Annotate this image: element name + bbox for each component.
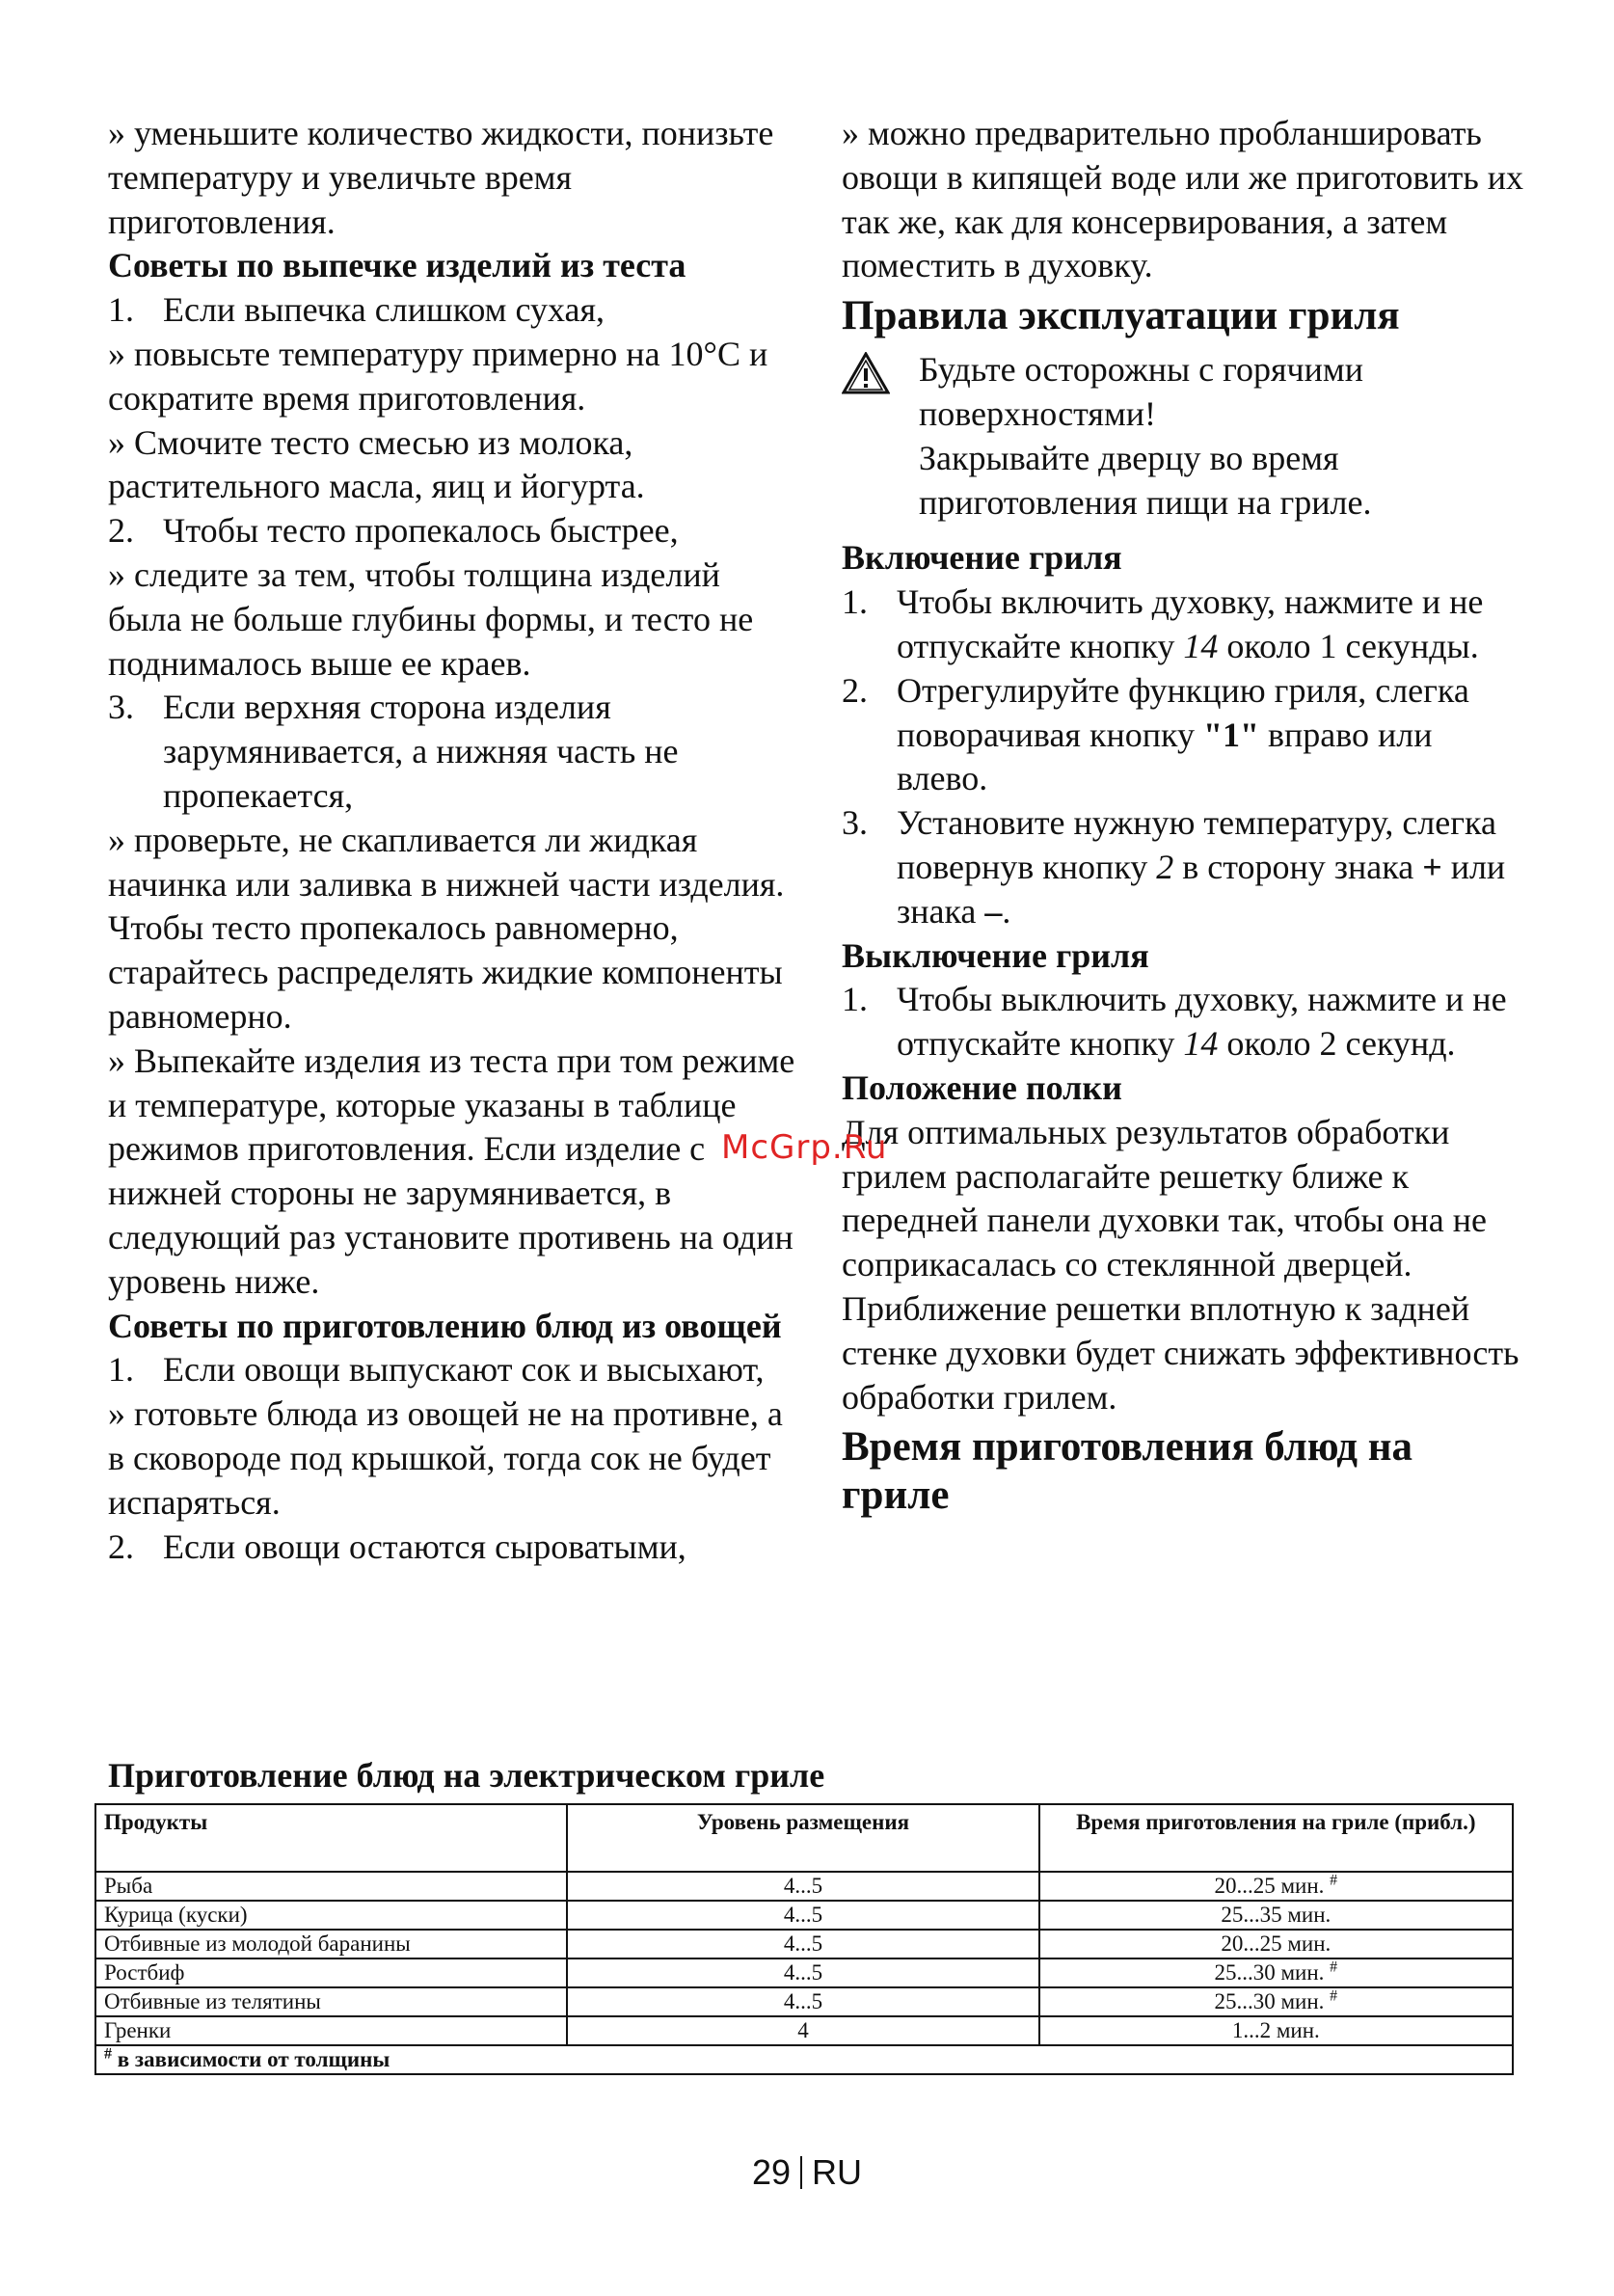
- table-footnote-row: [95, 2045, 1513, 2074]
- warning-icon: [842, 348, 919, 525]
- heading-grill-on: Включение гриля: [842, 538, 1122, 578]
- column-header: Время приготовления на гриле (прибл.): [1039, 1804, 1513, 1872]
- item-number: 1.: [108, 290, 134, 330]
- heading-grill-time: Время приготовления блюд на гриле: [842, 1424, 1412, 1519]
- language-code: RU: [812, 2152, 863, 2192]
- paragraph: » повысьте температуру примерно на 10°C и сократите время приготовления.: [108, 334, 768, 418]
- item-text: Если верхняя сторона изделия зарумянивается, а нижняя часть не пропекается,: [163, 688, 679, 815]
- grill-table: [94, 1803, 1514, 2075]
- item-text: Чтобы тесто пропекалось быстрее,: [163, 511, 679, 551]
- list-item: [842, 978, 1526, 1067]
- item-number: 1.: [108, 1350, 134, 1390]
- list-item: [842, 669, 1526, 801]
- item-number: 1.: [842, 980, 868, 1019]
- paragraph: » можно предварительно пробланшировать овощи в кипящей воде или же приготовить их так же, как для консервирования, а затем поместить в духовку.: [842, 114, 1524, 285]
- item-text: Если выпечка слишком сухая,: [163, 290, 605, 330]
- cell-time: 25...35 мин.: [1039, 1901, 1513, 1930]
- paragraph: » Выпекайте изделия из теста при том режиме и температуре, которые указаны в таблице режимов приготовления. Если изделие с нижней стороны не зарумянивается, в следующий раз установите противень на один уровень ниже.: [108, 1040, 795, 1301]
- paragraph: Для оптимальных результатов обработки грилем располагайте решетку ближе к передней панели духовки так, чтобы она не соприкасалась со стеклянной дверцей. Приближение решетки вплотную к задней стенке духовки будет снижать эффективность обработки грилем.: [842, 1112, 1520, 1417]
- table-footnote: # в зависимости от толщины: [95, 2045, 1513, 2074]
- cell-level: 4...5: [567, 1901, 1038, 1930]
- footer-divider: [800, 2156, 802, 2189]
- list-item: [108, 1348, 802, 1392]
- table-row: [95, 1958, 1513, 1987]
- heading-grill-off: Выключение гриля: [842, 935, 1149, 975]
- item-text: Установите нужную температуру, слегка повернув кнопку 2 в сторону знака + или знака –.: [897, 803, 1506, 931]
- cell-time: 25...30 мин. #: [1039, 1987, 1513, 2016]
- item-number: 2.: [842, 670, 868, 710]
- table-title: Приготовление блюд на электрическом гриле: [108, 1756, 825, 1795]
- page-footer: [0, 2152, 1614, 2193]
- cell-level: 4...5: [567, 1958, 1038, 1987]
- cell-product: Ростбиф: [95, 1958, 567, 1987]
- warning-text: Закрывайте дверцу во время приготовления пищи на гриле.: [919, 438, 1372, 522]
- table-row: [95, 1872, 1513, 1901]
- cell-level: 4...5: [567, 1987, 1038, 2016]
- cell-level: 4...5: [567, 1872, 1038, 1901]
- list-item: [108, 1526, 802, 1570]
- cell-product: Курица (куски): [95, 1901, 567, 1930]
- item-number: 3.: [108, 688, 134, 727]
- heading-shelf: Положение полки: [842, 1067, 1122, 1107]
- table-header-row: [95, 1804, 1513, 1872]
- cell-product: Отбивные из молодой баранины: [95, 1930, 567, 1958]
- cell-level: 4: [567, 2016, 1038, 2045]
- cell-time: 25...30 мин. #: [1039, 1958, 1513, 1987]
- item-text: Если овощи выпускают сок и высыхают,: [163, 1350, 765, 1390]
- cell-level: 4...5: [567, 1930, 1038, 1958]
- cell-product: Отбивные из телятины: [95, 1987, 567, 2016]
- table-row: [95, 1930, 1513, 1958]
- cell-time: 20...25 мин. #: [1039, 1872, 1513, 1901]
- paragraph: » Смочите тесто смесью из молока, растительного масла, яиц и йогурта.: [108, 422, 645, 506]
- list-item: [108, 686, 802, 818]
- list-item: [842, 801, 1526, 933]
- list-item: [108, 288, 802, 333]
- item-text: Чтобы включить духовку, нажмите и не отпускайте кнопку 14 около 1 секунды.: [897, 582, 1484, 665]
- item-number: 2.: [108, 1526, 134, 1566]
- cell-product: Рыба: [95, 1872, 567, 1901]
- paragraph: » проверьте, не скапливается ли жидкая начинка или заливка в нижней части изделия. Чтобы тесто пропекалось равномерно, старайтесь распределять жидкие компоненты равномерно.: [108, 820, 785, 1036]
- heading-vegetables: Советы по приготовлению блюд из овощей: [108, 1306, 782, 1345]
- table-row: [95, 2016, 1513, 2045]
- column-header: Продукты: [95, 1804, 567, 1872]
- cell-time: 1...2 мин.: [1039, 2016, 1513, 2045]
- paragraph: » готовьте блюда из овощей не на противне, а в сковороде под крышкой, тогда сок не будет испаряться.: [108, 1394, 783, 1522]
- item-number: 1.: [842, 582, 868, 622]
- item-text: Чтобы выключить духовку, нажмите и не отпускайте кнопку 14 около 2 секунд.: [897, 980, 1507, 1064]
- watermark: McGrp.Ru: [721, 1128, 888, 1167]
- item-text: Если овощи остаются сыроватыми,: [163, 1526, 686, 1566]
- cell-time: 20...25 мин.: [1039, 1930, 1513, 1958]
- heading-grill-rules: Правила эксплуатации гриля: [842, 293, 1400, 339]
- left-column: [108, 112, 802, 1569]
- cell-product: Гренки: [95, 2016, 567, 2045]
- list-item: [842, 581, 1526, 669]
- item-text: Отрегулируйте функцию гриля, слегка поворачивая кнопку "1" вправо или влево.: [897, 670, 1469, 798]
- table-row: [95, 1987, 1513, 2016]
- item-number: 3.: [842, 803, 868, 843]
- paragraph: » уменьшите количество жидкости, понизьте температуру и увеличьте время приготовления.: [108, 114, 774, 241]
- column-header: Уровень размещения: [567, 1804, 1038, 1872]
- paragraph: » следите за тем, чтобы толщина изделий была не больше глубины формы, и тесто не поднималось выше ее краев.: [108, 554, 754, 683]
- list-item: [108, 509, 802, 554]
- right-column: [842, 112, 1526, 1526]
- page-number: 29: [751, 2152, 792, 2192]
- warning-text: Будьте осторожны с горячими поверхностями!: [919, 350, 1363, 433]
- table-row: [95, 1901, 1513, 1930]
- warning-block: [842, 348, 1526, 525]
- item-number: 2.: [108, 511, 134, 551]
- heading-baking: Советы по выпечке изделий из теста: [108, 246, 686, 285]
